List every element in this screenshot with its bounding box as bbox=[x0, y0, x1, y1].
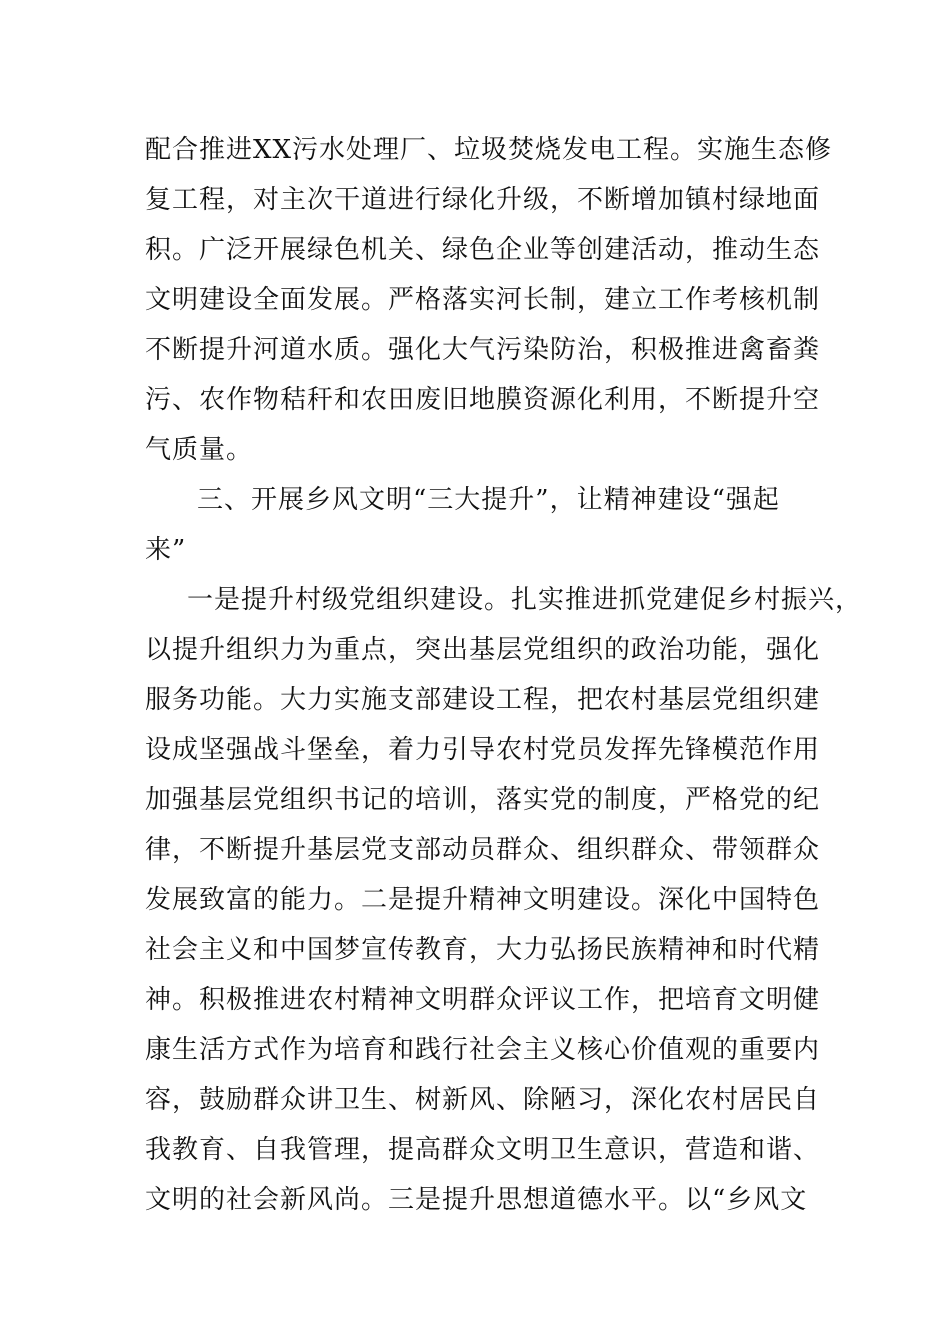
text-line-2: 复工程，对主次干道进行绿化升级，不断增加镇村绿地面 bbox=[145, 185, 821, 215]
text-line-16: 发展致富的能力。二是提升精神文明建设。深化中国特色 bbox=[145, 885, 821, 915]
text-line-20: 容，鼓励群众讲卫生、树新风、除陋习，深化农村居民自 bbox=[145, 1085, 821, 1115]
section-heading-line-2: 来” bbox=[145, 535, 187, 565]
text-line-14: 加强基层党组织书记的培训，落实党的制度，严格党的纪 bbox=[145, 785, 821, 815]
text-line-21: 我教育、自我管理，提高群众文明卫生意识，营造和谐、 bbox=[145, 1135, 821, 1165]
text-line-18: 神。积极推进农村精神文明群众评议工作，把培育文明健 bbox=[145, 985, 821, 1015]
text-line-5: 不断提升河道水质。强化大气污染防治，积极推进禽畜粪 bbox=[145, 335, 821, 365]
text-line-6: 污、农作物秸秆和农田废旧地膜资源化利用，不断提升空 bbox=[145, 385, 821, 415]
text-line-10: 一是提升村级党组织建设。扎实推进抓党建促乡村振兴， bbox=[187, 585, 863, 615]
text-line-19: 康生活方式作为培育和践行社会主义核心价值观的重要内 bbox=[145, 1035, 821, 1065]
text-line-15: 律，不断提升基层党支部动员群众、组织群众、带领群众 bbox=[145, 835, 821, 865]
text-line-11: 以提升组织力为重点，突出基层党组织的政治功能，强化 bbox=[145, 635, 821, 665]
text-line-1: 配合推进XX污水处理厂、垃圾焚烧发电工程。实施生态修 bbox=[145, 135, 833, 165]
text-line-7: 气质量。 bbox=[145, 435, 254, 465]
text-line-22: 文明的社会新风尚。三是提升思想道德水平。以“乡风文 bbox=[145, 1185, 808, 1215]
text-line-13: 设成坚强战斗堡垒，着力引导农村党员发挥先锋模范作用 bbox=[145, 735, 821, 765]
text-line-3: 积。广泛开展绿色机关、绿色企业等创建活动，推动生态 bbox=[145, 235, 821, 265]
section-heading-line-1: 三、开展乡风文明“三大提升”，让精神建设“强起 bbox=[197, 485, 780, 515]
text-line-17: 社会主义和中国梦宣传教育，大力弘扬民族精神和时代精 bbox=[145, 935, 821, 965]
text-line-4: 文明建设全面发展。严格落实河长制，建立工作考核机制 bbox=[145, 285, 821, 315]
text-line-12: 服务功能。大力实施支部建设工程，把农村基层党组织建 bbox=[145, 685, 821, 715]
